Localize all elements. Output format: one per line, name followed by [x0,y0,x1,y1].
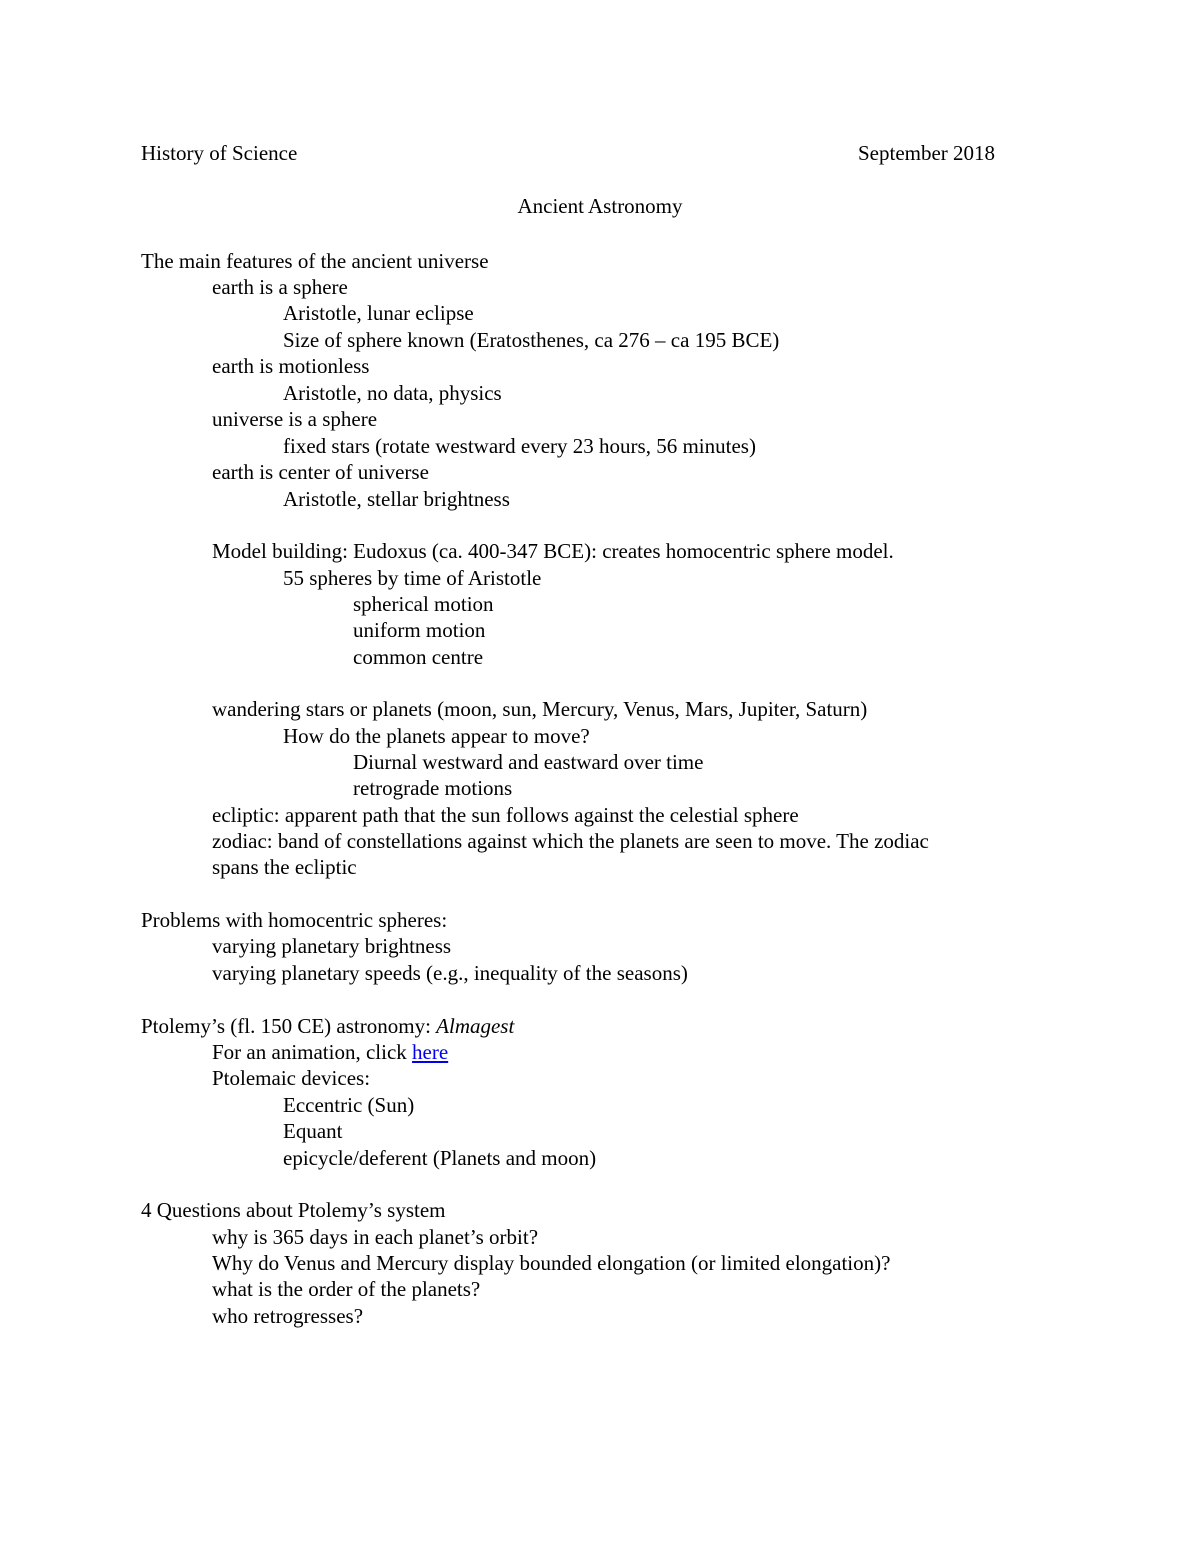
document-date: September 2018 [858,141,996,165]
list-item: ecliptic: apparent path that the sun follows against the celestial sphere [212,803,799,827]
list-item: How do the planets appear to move? [283,724,590,748]
list-item: varying planetary brightness [212,934,452,958]
list-item: why is 365 days in each planet’s orbit? [212,1225,539,1249]
list-item: 55 spheres by time of Aristotle [283,566,542,590]
list-item: spherical motion [353,592,494,616]
list-item: earth is motionless [212,354,370,378]
list-item: universe is a sphere [212,407,378,431]
animation-text: For an animation, click [212,1040,413,1064]
almagest-title: Almagest [436,1014,515,1038]
list-item: uniform motion [353,618,486,642]
list-item: earth is a sphere [212,275,348,299]
list-item: Equant [283,1119,343,1143]
list-item: fixed stars (rotate westward every 23 hours, 56 minutes) [283,434,756,458]
list-item: epicycle/deferent (Planets and moon) [283,1146,597,1170]
heading-text: Ptolemy’s (fl. 150 CE) astronomy: [141,1014,437,1038]
list-item: Size of sphere known (Eratosthenes, ca 276 – ca 195 BCE) [283,328,780,352]
section-heading-questions: 4 Questions about Ptolemy’s system [141,1198,446,1222]
list-item: Aristotle, lunar eclipse [283,301,474,325]
section-heading-ptolemy [141,1013,514,1039]
list-item: zodiac: band of constellations against which the planets are seen to move. The zodiac [212,829,929,853]
list-item: Diurnal westward and eastward over time [353,750,704,774]
list-item: Aristotle, no data, physics [283,381,502,405]
list-item: retrograde motions [353,776,513,800]
list-item: what is the order of the planets? [212,1277,481,1301]
list-item: varying planetary speeds (e.g., inequality of the seasons) [212,961,688,985]
list-item: who retrogresses? [212,1304,364,1328]
list-item: Aristotle, stellar brightness [283,487,510,511]
list-item: Model building: Eudoxus (ca. 400-347 BCE): creates homocentric sphere model. [212,539,894,563]
list-item: spans the ecliptic [212,855,357,879]
document-title: Ancient Astronomy [517,194,683,218]
animation-link[interactable]: here [412,1040,449,1064]
list-item: earth is center of universe [212,460,429,484]
list-item: Eccentric (Sun) [283,1093,415,1117]
list-item: wandering stars or planets (moon, sun, Mercury, Venus, Mars, Jupiter, Saturn) [212,697,868,721]
section-heading-ancient-universe: The main features of the ancient universe [141,249,489,273]
list-item: Why do Venus and Mercury display bounded elongation (or limited elongation)? [212,1251,891,1275]
course-name: History of Science [141,141,298,165]
section-heading-problems: Problems with homocentric spheres: [141,908,448,932]
animation-line [212,1039,448,1065]
list-item: Ptolemaic devices: [212,1066,371,1090]
list-item: common centre [353,645,484,669]
